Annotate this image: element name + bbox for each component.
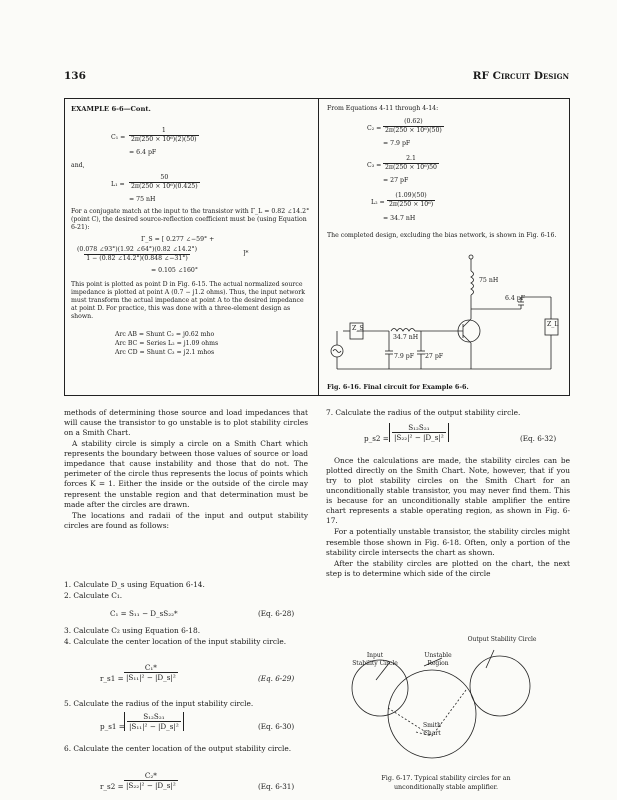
eq-6-32-fraction (389, 423, 449, 442)
c3-lhs: C₃ = (367, 162, 382, 169)
gs-lhs: Γ_S = [ 0.277 ∠−59° + (141, 236, 215, 243)
step-7: 7. Calculate the radius of the output stability circle. (326, 408, 521, 417)
label-unstable: Unstable (424, 652, 452, 659)
l2-lhs: L₂ = (371, 199, 385, 206)
smith-chart-p3: After the stability circles are plotted on the chart, the next step is to determine which side of the circle (326, 558, 570, 578)
l2-fraction (387, 192, 435, 209)
eq-6-32-num: S₁₂S₂₁ (408, 423, 430, 432)
c2-den: 2π(250 × 10⁶)(50) (385, 126, 442, 134)
label-347nh: 34.7 nH (393, 334, 419, 341)
c3-result: = 27 pF (383, 177, 409, 184)
c3-num: 2.1 (406, 155, 416, 162)
label-64pf: 6.4 pF (505, 295, 526, 302)
eq-6-31-number: (Eq. 6-31) (258, 782, 295, 791)
eq-6-30-lhs: p_s1 = (100, 722, 125, 731)
label-75nh: 75 nH (479, 277, 499, 284)
eq-6-30-num: S₁₂S₂₁ (143, 712, 165, 721)
c3-fraction (383, 155, 439, 172)
left-column-intro (64, 408, 308, 532)
l2-num: (1.09)(50) (395, 192, 427, 199)
point-d-paragraph: This point is plotted as point D in Fig. 6-15. The actual normalized source impedance is plotted at point A (0.7 − j1.2 ohms). Thus, the input network must transform the actual impedance at point A to the desired impedance at point D. For practice, this was done with a three-element design as shown. (71, 281, 305, 321)
c2-result: = 7.9 pF (383, 140, 411, 147)
circuit-schematic (325, 249, 565, 381)
label-zs: Z_S (352, 325, 364, 332)
c1-den: 2π(250 × 10⁶)(2)(50) (131, 135, 197, 143)
eq-6-31-den: |S₂₂|² − |D_s|² (126, 781, 176, 790)
eq-6-31-lhs: r_s2 = (100, 782, 124, 791)
running-head: RF Circuit Design (472, 70, 569, 82)
fig-616-caption: Fig. 6-16. Final circuit for Example 6-6. (327, 383, 469, 391)
eq-6-29-fraction (124, 663, 178, 682)
inductor-75nh (471, 271, 474, 295)
label-region: Region (427, 660, 449, 667)
step-3: 3. Calculate C₂ using Equation 6-18. (64, 626, 201, 635)
gs-close: ]* (243, 250, 249, 257)
and-label: and, (71, 162, 85, 169)
step-6: 6. Calculate the center location of the output stability circle. (64, 744, 292, 753)
step-2: 2. Calculate C₁. (64, 591, 123, 600)
eq-6-28: C₁ = S₁₁ − D_sS₂₂* (110, 609, 178, 618)
example-box (64, 98, 570, 396)
l1-lhs: L₁ = (111, 181, 125, 188)
c3-den: 2π(250 × 10⁶)50 (385, 163, 437, 171)
eq-6-32-number: (Eq. 6-32) (520, 434, 557, 443)
l1-result: = 75 nH (129, 196, 156, 203)
c2-fraction (383, 118, 444, 135)
smith-chart-circle (388, 670, 476, 758)
stability-circles-p2: A stability circle is simply a circle on a Smith Chart which represents the boundary between those values of source or load impedance that cause instability and those that do not. The perimeter of the circle thus represents the locus of points which forces K = 1. Either the inside or the outside of the circle may represent the unstable region and that determination must be made after the circles are drawn. (64, 439, 308, 509)
gs-den: 1 − (0.82 ∠14.2°)(0.848 ∠−31°) (86, 254, 188, 262)
inductor-347nh (391, 329, 415, 332)
c1-result: = 6.4 pF (129, 149, 157, 156)
supply-terminal (469, 255, 473, 259)
eq-6-31-fraction (124, 771, 178, 790)
c2-lhs: C₂ = (367, 125, 382, 132)
eq-6-30-den: |S₁₁|² − |D_s|² (129, 722, 179, 731)
eq-6-30-number: (Eq. 6-30) (258, 722, 295, 731)
c1-lhs: C₁ = (111, 134, 126, 141)
eq-6-32-den: |S₂₂|² − |D_s|² (394, 433, 444, 442)
eq-6-29-den: |S₁₁|² − |D_s|² (126, 673, 176, 682)
gs-num: (0.078 ∠93°)(1.92 ∠64°)(0.82 ∠14.2°) (77, 246, 198, 253)
label-27pf: 27 pF (425, 353, 444, 360)
label-input: Input (366, 652, 384, 659)
eq-6-28-number: (Eq. 6-28) (258, 609, 295, 618)
eq-6-32-lhs: p_s2 = (364, 434, 389, 443)
label-79pf: 7.9 pF (394, 353, 415, 360)
example-title: EXAMPLE 6-6—Cont. (71, 105, 151, 113)
arc-ab: Arc AB = Shunt C₂ = j0.62 mho (115, 331, 215, 338)
smith-chart-p1: Once the calculations are made, the stability circles can be plotted directly on the Smith Chart. Note, however, that if you try to plot stability circles on the Smith Chart for an unconditionally stable transistor, you may never find them. This is because for an unconditionally stable amplifier the entire chart represents a stable operating region, as shown in Fig. 6-17. (326, 456, 570, 526)
c1-fraction (129, 127, 199, 144)
gs-result: = 0.105 ∠160° (151, 267, 198, 274)
output-stability-circle (470, 656, 530, 716)
from-equations: From Equations 4-11 through 4-14: (327, 105, 439, 112)
eq-6-29-number: (Eq. 6-29) (258, 674, 295, 683)
l1-num: 50 (160, 174, 169, 181)
arc-cd: Arc CD = Shunt C₃ = j2.1 mhos (115, 349, 215, 356)
label-chart: Chart (423, 730, 441, 737)
l1-den: 2π(250 × 10⁶)(0.425) (131, 182, 198, 190)
box-divider (318, 99, 319, 395)
eq-6-29-num: C₁* (144, 663, 157, 672)
label-input-stability-circle: Stability Circle (352, 660, 398, 667)
input-stability-circle (352, 660, 408, 716)
gs-fraction (75, 246, 199, 263)
step-5: 5. Calculate the radius of the input stability circle. (64, 699, 254, 708)
page-number: 136 (64, 70, 86, 82)
stability-circles-p3: The locations and radaii of the input and output stability circles are found as follows: (64, 510, 308, 530)
c2-num: (0.62) (404, 118, 423, 125)
completed-design-text: The completed design, excluding the bias network, is shown in Fig. 6-16. (327, 232, 557, 239)
step-4: 4. Calculate the center location of the input stability circle. (64, 637, 287, 646)
label-output-stability-circle: Output Stability Circle (467, 636, 537, 643)
right-column-text (326, 456, 570, 580)
fig-617-caption-line1: Fig. 6-17. Typical stability circles for an (381, 774, 511, 782)
step-1: 1. Calculate D_s using Equation 6-14. (64, 580, 205, 589)
conjugate-paragraph: For a conjugate match at the input to the transistor with Γ_L = 0.82 ∠14.2° (point C), the desired source-reflection coefficient must be (using Equation 6-21): (71, 208, 310, 232)
label-zl: Z_L (547, 321, 559, 328)
l2-den: 2π(250 × 10⁶) (389, 200, 434, 208)
fig-617-caption-line2: unconditionally stable amplifier. (393, 783, 499, 791)
eq-6-30-fraction (124, 712, 184, 731)
label-smith: Smith (423, 722, 441, 729)
eq-6-31-num: C₂* (144, 771, 157, 780)
smith-chart-p2: For a potentially unstable transistor, the stability circles might resemble those shown in Fig. 6-18. Often, only a portion of the stability circle intersects the chart as shown. (326, 527, 570, 557)
l2-result: = 34.7 nH (383, 215, 416, 222)
c1-num: 1 (161, 127, 166, 134)
arc-bc: Arc BC = Series L₂ = j1.09 ohms (115, 340, 219, 347)
stability-circles-p1: methods of determining those source and load impedances that will cause the transistor to go unstable is to plot stability circles on a Smith Chart. (64, 408, 308, 438)
eq-6-29-lhs: r_s1 = (100, 674, 124, 683)
l1-fraction (129, 174, 200, 191)
